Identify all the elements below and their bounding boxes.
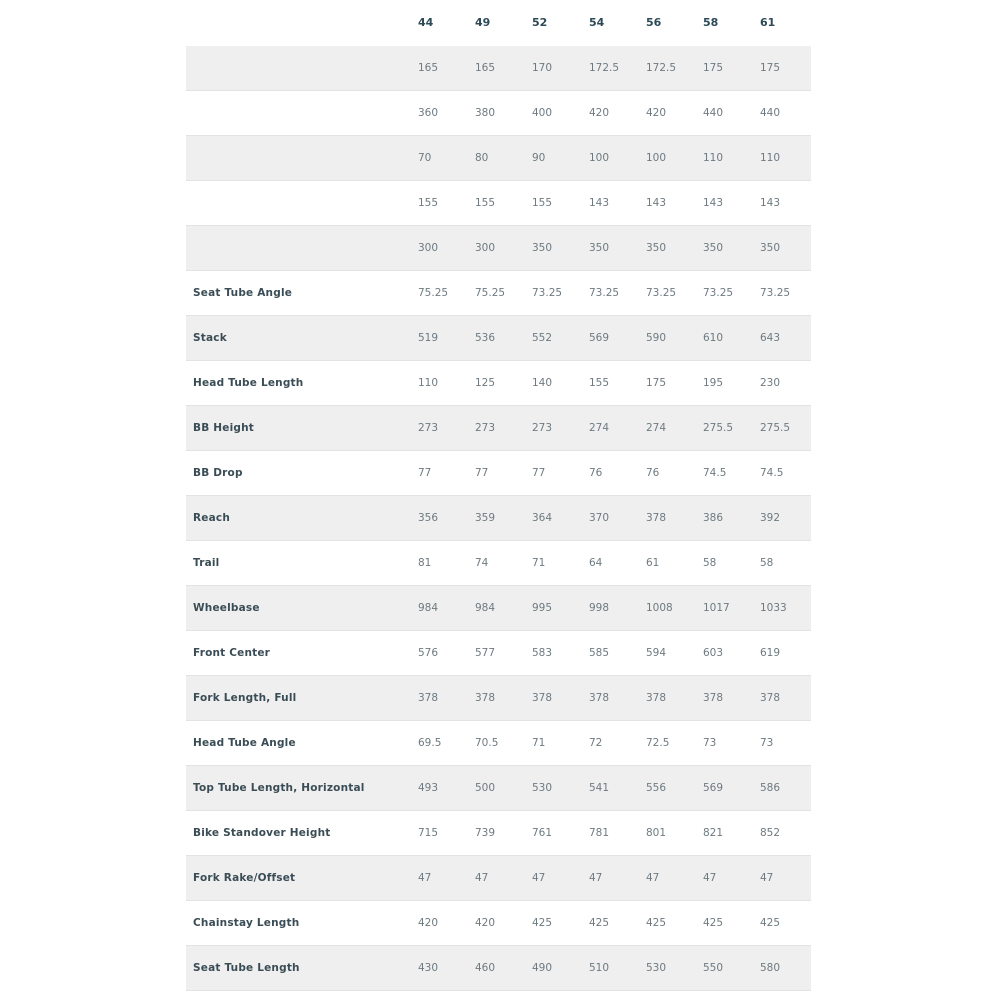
table-cell: 715 <box>412 810 469 855</box>
table-cell: 594 <box>640 630 697 675</box>
table-cell: 155 <box>583 360 640 405</box>
row-label: BB Height <box>186 405 412 450</box>
table-cell: 370 <box>583 495 640 540</box>
table-cell: 143 <box>754 180 811 225</box>
table-cell: 300 <box>469 225 526 270</box>
table-cell: 110 <box>412 360 469 405</box>
table-row <box>186 135 811 180</box>
table-row <box>186 450 811 495</box>
label-column-header <box>186 0 412 45</box>
table-row <box>186 315 811 360</box>
table-cell: 69.5 <box>412 720 469 765</box>
table-cell: 350 <box>583 225 640 270</box>
table-cell: 100 <box>640 135 697 180</box>
table-cell: 110 <box>754 135 811 180</box>
table-cell: 72 <box>583 720 640 765</box>
table-cell: 61 <box>640 540 697 585</box>
row-label: Stack <box>186 315 412 360</box>
table-cell: 400 <box>526 90 583 135</box>
table-row <box>186 270 811 315</box>
table-row <box>186 585 811 630</box>
table-cell: 998 <box>583 585 640 630</box>
table-cell: 580 <box>754 945 811 990</box>
table-cell: 75.25 <box>469 270 526 315</box>
table-row <box>186 630 811 675</box>
table-cell: 47 <box>583 855 640 900</box>
table-cell: 360 <box>412 90 469 135</box>
table-cell: 70 <box>412 135 469 180</box>
table-cell: 852 <box>754 810 811 855</box>
table-row <box>186 945 811 990</box>
table-cell: 585 <box>583 630 640 675</box>
table-cell: 378 <box>640 495 697 540</box>
table-cell: 73.25 <box>526 270 583 315</box>
table-cell: 821 <box>697 810 754 855</box>
table-cell: 47 <box>412 855 469 900</box>
table-cell: 58 <box>697 540 754 585</box>
table-cell: 425 <box>754 900 811 945</box>
geometry-table <box>186 0 811 991</box>
table-cell: 125 <box>469 360 526 405</box>
table-cell: 425 <box>697 900 754 945</box>
table-cell: 175 <box>697 45 754 90</box>
table-cell: 569 <box>583 315 640 360</box>
size-header: 56 <box>640 0 697 45</box>
row-label: Top Tube Length, Horizontal <box>186 765 412 810</box>
table-cell: 430 <box>412 945 469 990</box>
table-cell: 801 <box>640 810 697 855</box>
table-cell: 273 <box>412 405 469 450</box>
table-cell: 175 <box>754 45 811 90</box>
table-cell: 378 <box>754 675 811 720</box>
row-label: Trail <box>186 540 412 585</box>
size-header: 49 <box>469 0 526 45</box>
table-cell: 378 <box>469 675 526 720</box>
table-cell: 392 <box>754 495 811 540</box>
row-label <box>186 135 412 180</box>
table-cell: 47 <box>640 855 697 900</box>
table-cell: 425 <box>583 900 640 945</box>
table-row <box>186 45 811 90</box>
table-row <box>186 765 811 810</box>
table-cell: 350 <box>697 225 754 270</box>
table-cell: 619 <box>754 630 811 675</box>
table-cell: 155 <box>412 180 469 225</box>
table-cell: 81 <box>412 540 469 585</box>
table-cell: 350 <box>526 225 583 270</box>
table-cell: 71 <box>526 540 583 585</box>
table-cell: 74.5 <box>697 450 754 495</box>
row-label: Head Tube Length <box>186 360 412 405</box>
table-cell: 378 <box>526 675 583 720</box>
table-cell: 73.25 <box>583 270 640 315</box>
table-cell: 274 <box>583 405 640 450</box>
table-cell: 175 <box>640 360 697 405</box>
table-cell: 77 <box>412 450 469 495</box>
size-header: 61 <box>754 0 811 45</box>
table-cell: 71 <box>526 720 583 765</box>
table-cell: 984 <box>412 585 469 630</box>
table-cell: 530 <box>640 945 697 990</box>
table-cell: 76 <box>583 450 640 495</box>
table-cell: 420 <box>412 900 469 945</box>
table-cell: 378 <box>412 675 469 720</box>
table-cell: 356 <box>412 495 469 540</box>
table-cell: 378 <box>583 675 640 720</box>
table-cell: 143 <box>697 180 754 225</box>
table-cell: 378 <box>697 675 754 720</box>
table-cell: 510 <box>583 945 640 990</box>
table-cell: 172.5 <box>640 45 697 90</box>
table-cell: 556 <box>640 765 697 810</box>
table-cell: 140 <box>526 360 583 405</box>
table-cell: 90 <box>526 135 583 180</box>
table-row <box>186 540 811 585</box>
size-header: 52 <box>526 0 583 45</box>
table-cell: 425 <box>640 900 697 945</box>
table-row <box>186 225 811 270</box>
table-row <box>186 720 811 765</box>
table-cell: 460 <box>469 945 526 990</box>
table-cell: 386 <box>697 495 754 540</box>
table-cell: 165 <box>412 45 469 90</box>
row-label: Reach <box>186 495 412 540</box>
table-cell: 143 <box>640 180 697 225</box>
table-cell: 576 <box>412 630 469 675</box>
table-cell: 739 <box>469 810 526 855</box>
table-cell: 47 <box>469 855 526 900</box>
table-row <box>186 90 811 135</box>
size-header: 44 <box>412 0 469 45</box>
table-cell: 273 <box>469 405 526 450</box>
table-cell: 530 <box>526 765 583 810</box>
table-cell: 47 <box>697 855 754 900</box>
table-cell: 536 <box>469 315 526 360</box>
table-cell: 274 <box>640 405 697 450</box>
table-cell: 77 <box>526 450 583 495</box>
table-cell: 230 <box>754 360 811 405</box>
table-cell: 172.5 <box>583 45 640 90</box>
table-cell: 165 <box>469 45 526 90</box>
table-cell: 552 <box>526 315 583 360</box>
row-label: Head Tube Angle <box>186 720 412 765</box>
table-cell: 359 <box>469 495 526 540</box>
table-cell: 577 <box>469 630 526 675</box>
table-cell: 170 <box>526 45 583 90</box>
table-cell: 995 <box>526 585 583 630</box>
table-cell: 58 <box>754 540 811 585</box>
table-cell: 519 <box>412 315 469 360</box>
table-row <box>186 180 811 225</box>
table-cell: 761 <box>526 810 583 855</box>
table-cell: 273 <box>526 405 583 450</box>
table-cell: 643 <box>754 315 811 360</box>
row-label <box>186 225 412 270</box>
table-cell: 100 <box>583 135 640 180</box>
table-cell: 275.5 <box>697 405 754 450</box>
table-cell: 586 <box>754 765 811 810</box>
row-label: Fork Length, Full <box>186 675 412 720</box>
size-header-row <box>186 0 811 45</box>
table-cell: 64 <box>583 540 640 585</box>
size-header: 58 <box>697 0 754 45</box>
table-cell: 590 <box>640 315 697 360</box>
row-label: Bike Standover Height <box>186 810 412 855</box>
table-cell: 490 <box>526 945 583 990</box>
row-label: Seat Tube Length <box>186 945 412 990</box>
table-cell: 74 <box>469 540 526 585</box>
table-cell: 350 <box>754 225 811 270</box>
table-cell: 73.25 <box>640 270 697 315</box>
row-label <box>186 90 412 135</box>
table-cell: 47 <box>526 855 583 900</box>
table-cell: 80 <box>469 135 526 180</box>
table-cell: 155 <box>469 180 526 225</box>
table-cell: 1017 <box>697 585 754 630</box>
table-cell: 420 <box>469 900 526 945</box>
table-cell: 440 <box>697 90 754 135</box>
table-cell: 1008 <box>640 585 697 630</box>
table-cell: 350 <box>640 225 697 270</box>
table-cell: 569 <box>697 765 754 810</box>
table-cell: 493 <box>412 765 469 810</box>
table-row <box>186 810 811 855</box>
table-cell: 603 <box>697 630 754 675</box>
geometry-table-body <box>186 45 811 990</box>
table-cell: 75.25 <box>412 270 469 315</box>
table-cell: 420 <box>640 90 697 135</box>
table-row <box>186 405 811 450</box>
table-row <box>186 855 811 900</box>
table-cell: 195 <box>697 360 754 405</box>
table-cell: 73 <box>697 720 754 765</box>
row-label <box>186 180 412 225</box>
table-cell: 420 <box>583 90 640 135</box>
table-row <box>186 360 811 405</box>
table-cell: 74.5 <box>754 450 811 495</box>
row-label: Wheelbase <box>186 585 412 630</box>
table-row <box>186 495 811 540</box>
row-label: BB Drop <box>186 450 412 495</box>
table-cell: 76 <box>640 450 697 495</box>
table-cell: 275.5 <box>754 405 811 450</box>
table-cell: 550 <box>697 945 754 990</box>
table-cell: 1033 <box>754 585 811 630</box>
table-cell: 73.25 <box>754 270 811 315</box>
table-cell: 984 <box>469 585 526 630</box>
table-cell: 73 <box>754 720 811 765</box>
row-label: Fork Rake/Offset <box>186 855 412 900</box>
table-cell: 378 <box>640 675 697 720</box>
table-cell: 440 <box>754 90 811 135</box>
table-cell: 583 <box>526 630 583 675</box>
row-label <box>186 45 412 90</box>
table-cell: 72.5 <box>640 720 697 765</box>
table-cell: 425 <box>526 900 583 945</box>
table-cell: 70.5 <box>469 720 526 765</box>
table-cell: 77 <box>469 450 526 495</box>
table-row <box>186 675 811 720</box>
table-row <box>186 900 811 945</box>
table-cell: 364 <box>526 495 583 540</box>
table-cell: 500 <box>469 765 526 810</box>
table-cell: 300 <box>412 225 469 270</box>
row-label: Front Center <box>186 630 412 675</box>
row-label: Seat Tube Angle <box>186 270 412 315</box>
table-cell: 610 <box>697 315 754 360</box>
table-cell: 143 <box>583 180 640 225</box>
table-cell: 781 <box>583 810 640 855</box>
table-cell: 73.25 <box>697 270 754 315</box>
table-cell: 110 <box>697 135 754 180</box>
table-cell: 47 <box>754 855 811 900</box>
table-cell: 380 <box>469 90 526 135</box>
table-cell: 541 <box>583 765 640 810</box>
row-label: Chainstay Length <box>186 900 412 945</box>
table-cell: 155 <box>526 180 583 225</box>
size-header: 54 <box>583 0 640 45</box>
